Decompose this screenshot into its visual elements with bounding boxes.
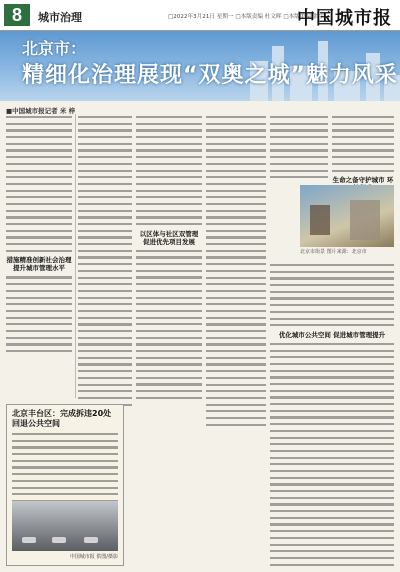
photo-caption: 北京市街景 图片来源：北京市 [300,249,367,255]
masthead: 中国城市报 [297,8,392,29]
article-photo [300,185,394,247]
text-column-3 [136,116,202,404]
section-title: 城市治理 [38,11,82,24]
sidebar-photo-caption: 中国城市报 供图/摄影 [69,554,118,560]
byline: ■中国城市报记者 米 梓 [6,107,76,115]
article-kicker: 北京市： [22,39,87,58]
text-column-7 [270,264,394,570]
text-column-2 [78,116,132,410]
text-column-1 [6,116,72,357]
page-header [0,0,400,31]
sidebar-box-title: 北京丰台区：完成拆违20处 回退公共空间 [12,409,112,428]
subhead: 措施精准创新社会治理 提升城市管理水平 [6,256,72,273]
subhead: 生命之备守护城市 环 [332,176,394,185]
sidebar-photo [12,501,118,551]
subhead: 以区体与社区双管理 促进优先项目发展 [139,229,199,246]
sidebar-news-box [6,404,124,566]
article-headline: 精细化治理展现“双奥之城”魅力风采 [22,63,398,88]
text-column-5 [270,116,328,183]
text-column-4 [206,116,266,430]
subhead: 优化城市公共空间 促进城市管理提升 [278,330,386,339]
page-number: 8 [4,4,30,26]
dateline: □2022年3月21日 星期一 □本版责编 杜文晖 □本版美编 张宇 [168,14,324,20]
